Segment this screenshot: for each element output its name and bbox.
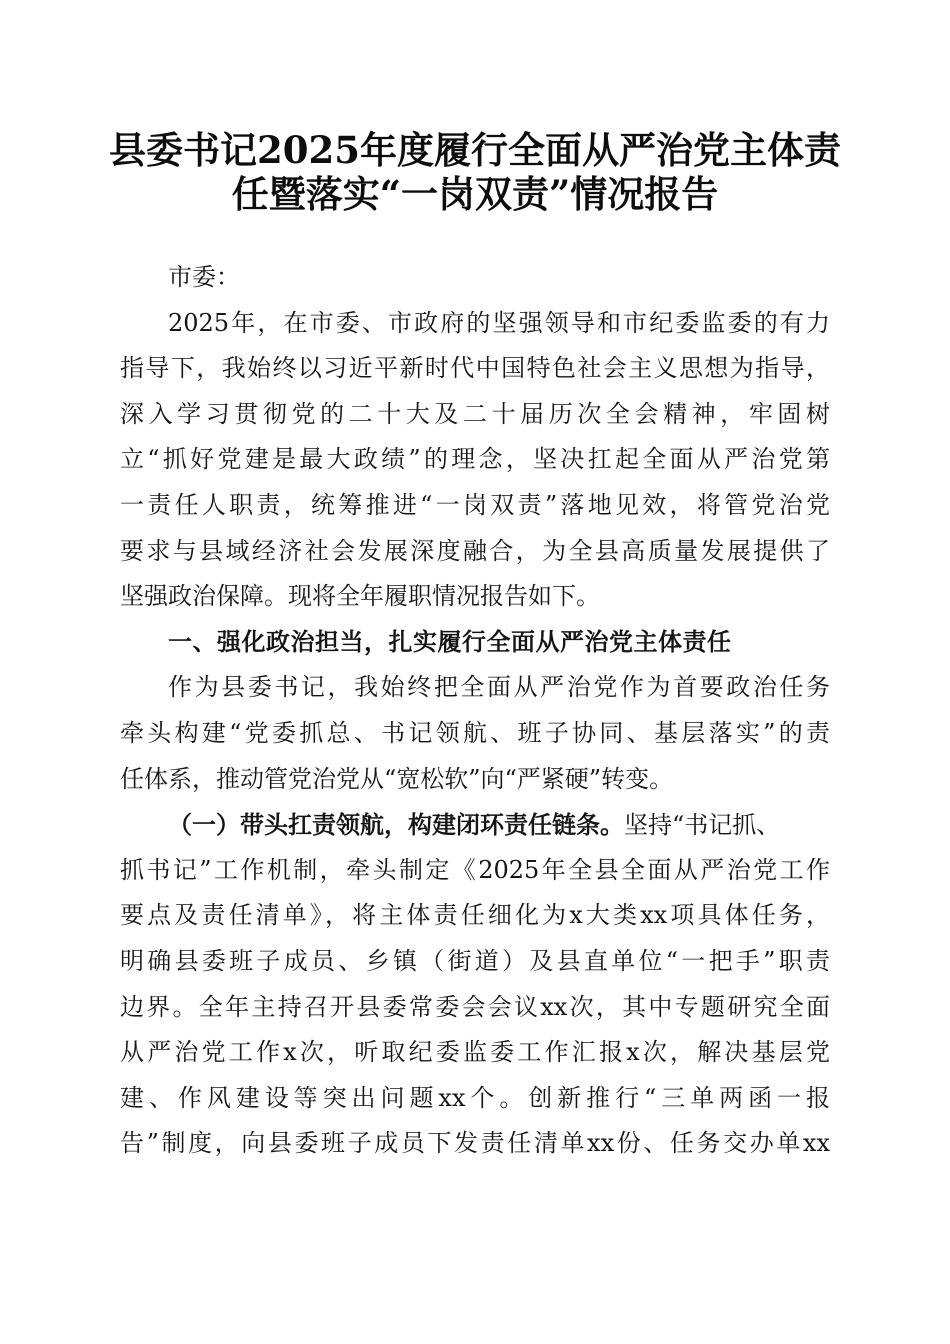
intro-line: 2025年，在市委、市政府的坚强领导和市纪委监委的有力 (168, 308, 830, 337)
section1-line: 作为县委书记，我始终把全面从严治党作为首要政治任务 (168, 673, 830, 702)
subsection1-lead-rest: 坚持“书记抓、 (624, 811, 781, 840)
intro-line: 立“抓好党建是最大政绩”的理念，坚决扛起全面从严治党第 (120, 445, 830, 474)
subsection1-line: 要点及责任清单》，将主体责任细化为x大类xx项具体任务， (120, 901, 830, 930)
intro-line: 深入学习贯彻党的二十大及二十届历次全会精神，牢固树 (120, 399, 830, 428)
subsection1-line: 边界。全年主持召开县委常委会会议xx次，其中专题研究全面 (120, 992, 830, 1021)
subsection1-line: 明确县委班子成员、乡镇（街道）及县直单位“一把手”职责 (120, 946, 830, 975)
salutation: 市委： (168, 263, 240, 291)
title-line-1: 县委书记2025年度履行全面从严治党主体责 (109, 128, 841, 172)
section1-line: 任体系，推动管党治党从“宽松软”向“严紧硬”转变。 (120, 764, 674, 793)
subsection1-line: 抓书记”工作机制，牵头制定《2025年全县全面从严治党工作 (120, 855, 830, 884)
section1-line: 牵头构建“党委抓总、书记领航、班子协同、基层落实”的责 (120, 718, 830, 747)
intro-line: 一责任人职责，统筹推进“一岗双责”落地见效，将管党治党 (120, 490, 830, 519)
subsection1-line: 建、作风建设等突出问题xx个。创新推行“三单两函一报 (120, 1083, 830, 1112)
subsection1-line: 告”制度，向县委班子成员下发责任清单xx份、任务交办单xx (120, 1129, 830, 1158)
section-heading-1: 一、强化政治担当，扎实履行全面从严治党主体责任 (168, 627, 732, 656)
document-body (120, 255, 830, 1167)
subsection-heading-1: （一）带头扛责领航，构建闭环责任链条。 (168, 810, 624, 840)
intro-line: 指导下，我始终以习近平新时代中国特色社会主义思想为指导， (120, 354, 830, 383)
subsection1-line: 从严治党工作x次，听取纪委监委工作汇报x次，解决基层党 (120, 1038, 830, 1067)
subsection1-first-line (120, 802, 830, 848)
title-line-2: 任暨落实“一岗双责”情况报告 (231, 172, 719, 216)
document-title (80, 128, 870, 216)
intro-line: 坚强政治保障。现将全年履职情况报告如下。 (120, 582, 600, 611)
intro-line: 要求与县域经济社会发展深度融合，为全县高质量发展提供了 (120, 536, 830, 565)
